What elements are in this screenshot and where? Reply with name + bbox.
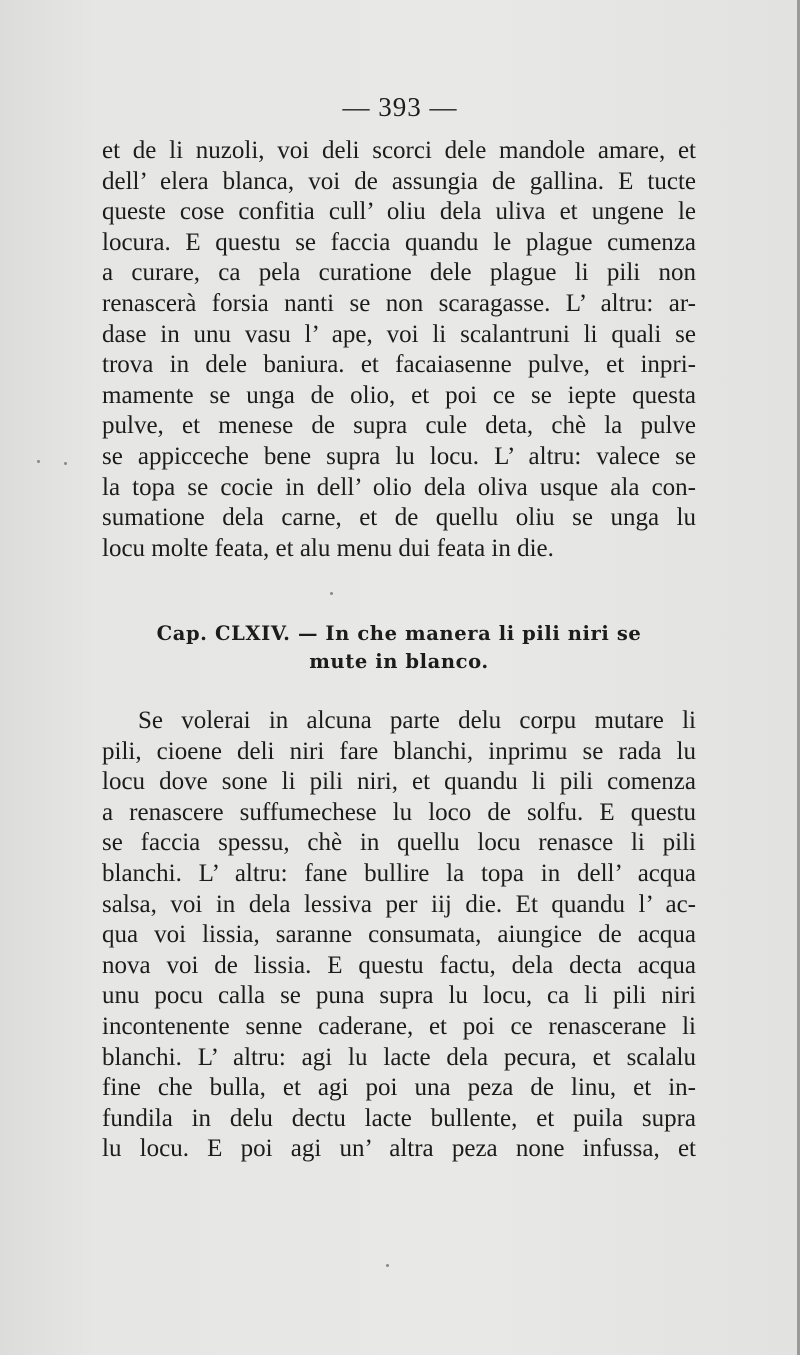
text-line: locura. E questu se faccia quandu le plague cumenza: [102, 228, 696, 256]
chapter-heading-line: mute in blanco.: [309, 650, 489, 673]
paper-speck: [37, 460, 40, 463]
text-line: dase in unu vasu l’ ape, voi li scalantruni li quali se: [102, 320, 696, 348]
paper-speck: [64, 462, 67, 465]
text-line: trova in dele baniura. et facaiasenne pulve, et inpri-: [102, 351, 696, 379]
text-line: lu locu. E poi agi un’ altra peza none infussa, et: [102, 1135, 696, 1163]
paper-speck: [330, 592, 333, 595]
text-line: locu molte feata, et alu menu dui feata in die.: [102, 534, 554, 562]
text-line: blanchi. L’ altru: fane bullire la topa in dell’ acqua: [102, 859, 696, 887]
paragraph-1: [102, 136, 696, 564]
text-line: Se volerai in alcuna parte delu corpu mutare li: [138, 707, 696, 734]
text-line: unu pocu calla se puna supra lu locu, ca li pili niri: [102, 982, 696, 1010]
text-line: a renascere suffumechese lu loco de solfu. E questu: [102, 798, 696, 826]
text-line: nova voi de lissia. E questu factu, dela decta acqua: [102, 951, 696, 979]
text-line: fine che bulla, et agi poi una peza de linu, et in-: [102, 1074, 696, 1102]
paragraph-2: [102, 706, 696, 1165]
text-line: dell’ elera blanca, voi de assungia de gallina. E tucte: [102, 167, 696, 195]
text-line: blanchi. L’ altru: agi lu lacte dela pecura, et scalalu: [102, 1043, 696, 1071]
text-line: pili, cioene deli niri fare blanchi, inprimu se rada lu: [102, 737, 696, 765]
text-line: mamente se unga de olio, et poi ce se iepte questa: [102, 381, 696, 409]
text-line: se appicceche bene supra lu locu. L’ altru: valece se: [102, 442, 696, 470]
text-line: locu dove sone li pili niri, et quandu li pili comenza: [102, 768, 696, 796]
text-line: queste cose confitia cull’ oliu dela uliva et ungene le: [102, 198, 696, 226]
page-number: — 393 —: [342, 92, 458, 122]
chapter-heading-line: Cap. CLXIV. — In che manera li pili niri se: [156, 622, 642, 645]
chapter-heading: [102, 620, 696, 676]
text-line: salsa, voi in dela lessiva per iij die. Et quandu l’ ac-: [102, 890, 696, 918]
text-line: a curare, ca pela curatione dele plague li pili non: [102, 259, 696, 287]
text-line: fundila in delu dectu lacte bullente, et puila supra: [102, 1104, 696, 1132]
text-line: sumatione dela carne, et de quellu oliu se unga lu: [102, 504, 696, 532]
text-line: se faccia spessu, chè in quellu locu renasce li pili: [102, 829, 696, 857]
text-line: et de li nuzoli, voi deli scorci dele mandole amare, et: [102, 137, 696, 164]
text-line: qua voi lissia, saranne consumata, aiungice de acqua: [102, 921, 696, 949]
text-line: incontenente senne caderane, et poi ce renascerane li: [102, 1012, 696, 1040]
paper-speck: [386, 1264, 389, 1267]
text-line: pulve, et menese de supra cule deta, chè la pulve: [102, 412, 696, 440]
text-line: renascerà forsia nanti se non scaragasse. L’ altru: ar-: [102, 289, 696, 317]
text-line: la topa se cocie in dell’ olio dela oliva usque ala con-: [102, 473, 696, 501]
